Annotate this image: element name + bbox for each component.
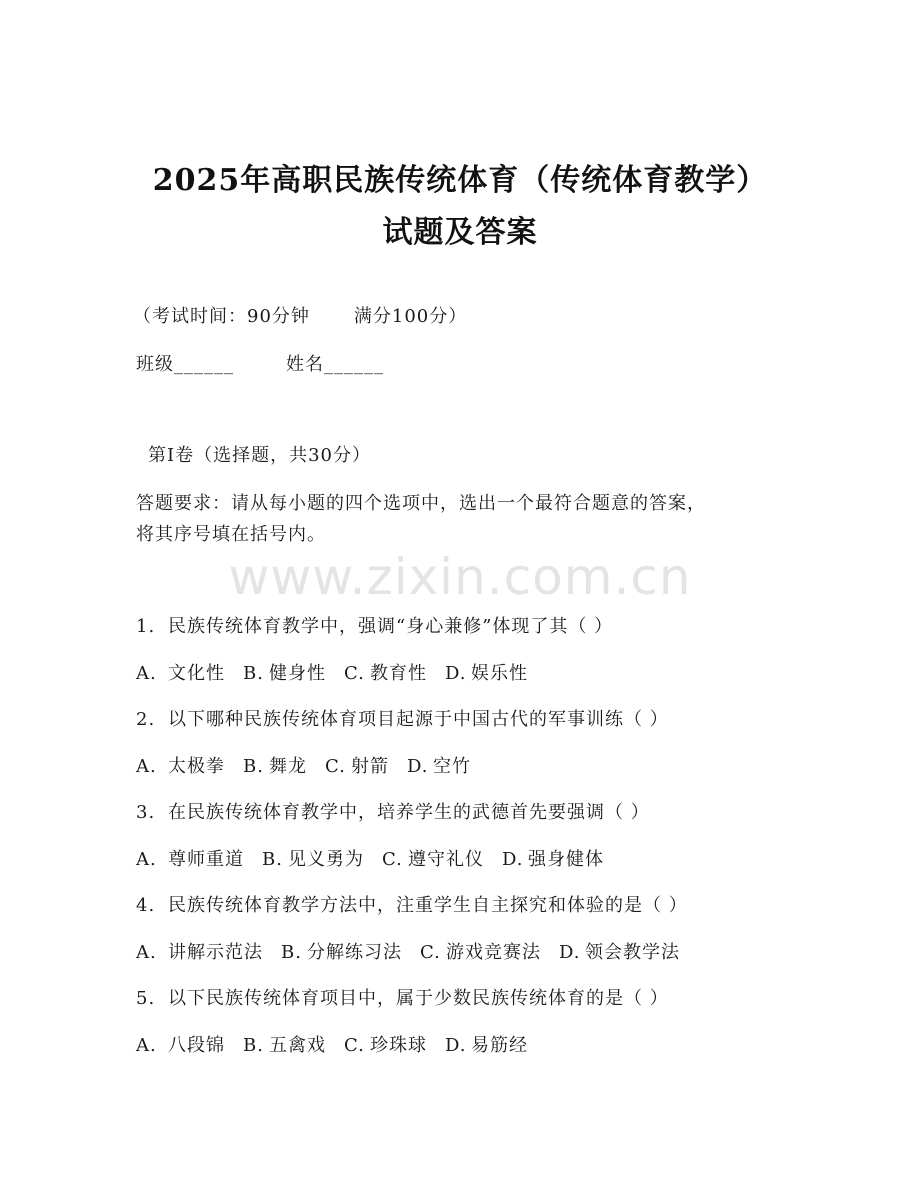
question-number: 4. bbox=[136, 895, 156, 916]
exam-info bbox=[133, 302, 467, 328]
option-letter: A. bbox=[136, 941, 157, 963]
options-3 bbox=[136, 845, 622, 871]
option-d bbox=[502, 845, 604, 871]
option-text: 见义勇为 bbox=[288, 848, 364, 870]
option-letter: D. bbox=[407, 755, 429, 777]
option-letter: C. bbox=[325, 755, 346, 777]
option-letter: A. bbox=[136, 662, 157, 684]
option-letter: A. bbox=[136, 1034, 157, 1056]
document-subtitle: 试题及答案 bbox=[382, 215, 538, 250]
option-text: 健身性 bbox=[269, 662, 326, 684]
option-d bbox=[445, 1031, 528, 1057]
option-b bbox=[281, 938, 402, 964]
option-text: 讲解示范法 bbox=[168, 941, 263, 963]
document-title: 2025年高职民族传统体育（传统体育教学） bbox=[152, 163, 768, 198]
option-a bbox=[136, 752, 225, 778]
option-b bbox=[262, 845, 364, 871]
option-d bbox=[445, 659, 528, 685]
option-d bbox=[559, 938, 680, 964]
options-2 bbox=[136, 752, 489, 778]
option-letter: A. bbox=[136, 848, 157, 870]
option-a bbox=[136, 659, 225, 685]
options-1 bbox=[136, 659, 546, 685]
option-text: 尊师重道 bbox=[168, 848, 244, 870]
option-letter: D. bbox=[445, 1034, 467, 1056]
option-text: 文化性 bbox=[168, 662, 225, 684]
option-c bbox=[344, 1031, 427, 1057]
option-letter: C. bbox=[344, 1034, 365, 1056]
instructions-line-1: 答题要求：请从每小题的四个选项中，选出一个最符合题意的答案， bbox=[136, 493, 706, 514]
question-number: 2. bbox=[136, 709, 156, 730]
option-text: 易筋经 bbox=[471, 1034, 528, 1056]
full-score: 满分100分） bbox=[353, 306, 468, 327]
option-text: 娱乐性 bbox=[471, 662, 528, 684]
option-letter: C. bbox=[420, 941, 441, 963]
option-text: 游戏竞赛法 bbox=[446, 941, 541, 963]
student-info bbox=[136, 350, 384, 376]
option-text: 领会教学法 bbox=[585, 941, 680, 963]
option-b bbox=[243, 659, 326, 685]
option-c bbox=[382, 845, 484, 871]
option-letter: A. bbox=[136, 755, 157, 777]
options-4 bbox=[136, 938, 698, 964]
question-text: 以下哪种民族传统体育项目起源于中国古代的军事训练（ ） bbox=[168, 709, 669, 730]
instructions-line-2: 将其序号填在括号内。 bbox=[136, 524, 326, 545]
option-letter: D. bbox=[559, 941, 581, 963]
option-b bbox=[243, 1031, 326, 1057]
option-a bbox=[136, 938, 263, 964]
question-number: 3. bbox=[136, 802, 156, 823]
option-text: 分解练习法 bbox=[307, 941, 402, 963]
watermark: www.zixin.com.cn bbox=[228, 548, 692, 606]
question-text: 民族传统体育教学方法中，注重学生自主探究和体验的是（ ） bbox=[168, 895, 688, 916]
option-a bbox=[136, 845, 244, 871]
question-5 bbox=[136, 984, 669, 1010]
option-text: 射箭 bbox=[351, 755, 389, 777]
exam-time: （考试时间：90分钟 bbox=[133, 306, 310, 327]
question-4 bbox=[136, 891, 688, 917]
option-letter: D. bbox=[502, 848, 524, 870]
option-letter: B. bbox=[281, 941, 302, 963]
name-field: 姓名______ bbox=[286, 354, 384, 375]
option-b bbox=[243, 752, 307, 778]
question-text: 民族传统体育教学中，强调“身心兼修”体现了其（ ） bbox=[168, 616, 614, 637]
option-c bbox=[344, 659, 427, 685]
question-number: 1. bbox=[136, 616, 156, 637]
option-letter: B. bbox=[243, 755, 264, 777]
option-letter: B. bbox=[243, 662, 264, 684]
option-text: 五禽戏 bbox=[269, 1034, 326, 1056]
option-c bbox=[420, 938, 541, 964]
option-text: 遵守礼仪 bbox=[408, 848, 484, 870]
option-text: 珍珠球 bbox=[370, 1034, 427, 1056]
question-2 bbox=[136, 705, 669, 731]
option-letter: C. bbox=[382, 848, 403, 870]
question-1 bbox=[136, 612, 613, 638]
option-text: 舞龙 bbox=[269, 755, 307, 777]
option-letter: D. bbox=[445, 662, 467, 684]
question-text: 在民族传统体育教学中，培养学生的武德首先要强调（ ） bbox=[168, 802, 650, 823]
option-text: 强身健体 bbox=[528, 848, 604, 870]
option-text: 空竹 bbox=[433, 755, 471, 777]
class-field: 班级______ bbox=[136, 354, 234, 375]
option-d bbox=[407, 752, 471, 778]
question-3 bbox=[136, 798, 650, 824]
option-text: 教育性 bbox=[370, 662, 427, 684]
section-title: 第Ⅰ卷（选择题，共30分） bbox=[148, 445, 372, 466]
option-letter: B. bbox=[262, 848, 283, 870]
option-text: 八段锦 bbox=[168, 1034, 225, 1056]
option-c bbox=[325, 752, 389, 778]
question-text: 以下民族传统体育项目中，属于少数民族传统体育的是（ ） bbox=[168, 988, 669, 1009]
options-5 bbox=[136, 1031, 546, 1057]
question-number: 5. bbox=[136, 988, 156, 1009]
option-a bbox=[136, 1031, 225, 1057]
option-letter: C. bbox=[344, 662, 365, 684]
option-letter: B. bbox=[243, 1034, 264, 1056]
option-text: 太极拳 bbox=[168, 755, 225, 777]
